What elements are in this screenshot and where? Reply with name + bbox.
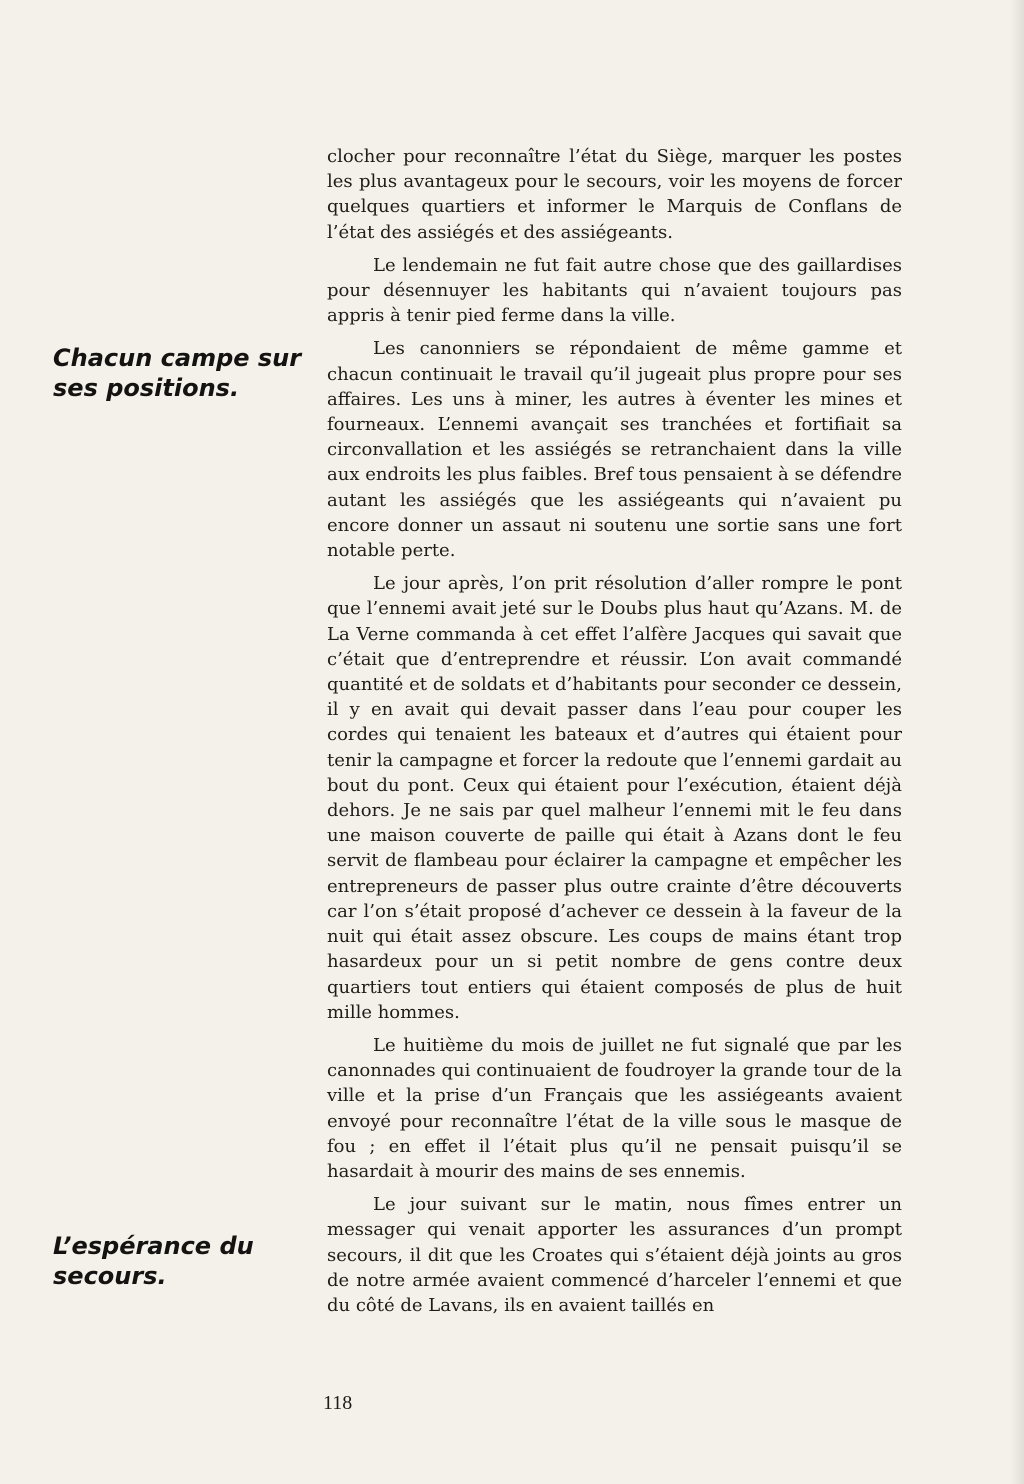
body-text [327,144,902,1326]
margin-note-secours: L’espérance du secours. [53,1232,254,1290]
page-edge-shadow [1010,0,1024,1484]
paragraph: Le jour après, l’on prit résolution d’aller rompre le pont que l’ennemi avait jeté sur le Doubs plus haut qu’Azans. M. de La Verne commanda à cet effet l’alfère Jacques qui savait que c’était que d’entreprendre et réussir. L’on avait commandé quantité et de soldats et d’habitants pour seconder ce dessein, il y en avait qui devait passer dans l’eau pour couper les cordes qui tenaient les bateaux et d’autres qui étaient pour tenir la campagne et forcer la redoute que l’ennemi gardait au bout du pont. Ceux qui étaient pour l’exécution, étaient déjà dehors. Je ne sais par quel malheur l’ennemi mit le feu dans une maison couverte de paille qui était à Azans dont le feu servit de flambeau pour éclairer la campagne et empêcher les entrepreneurs de passer plus outre crainte d’être découverts car l’on s’était proposé d’achever ce dessein à la faveur de la nuit qui était assez obscure. Les coups de mains étant trop hasardeux pour un si petit nombre de gens contre deux quartiers tout entiers qui étaient composés de plus de huit mille hommes. [327,573,902,1023]
paragraph: Les canonniers se répondaient de même gamme et chacun continuait le travail qu’il jugeait plus propre pour ses affaires. Les uns à miner, les autres à éventer les mines et fourneaux. L’ennemi avançait ses tranchées et fortifiait sa circonvallation et les assiégés se retranchaient dans la ville aux endroits les plus faibles. Bref tous pensaient à se défendre autant les assiégés que les assiégeants qui n’avaient pu encore donner un assaut ni soutenu une sortie sans une fort notable perte. [327,338,902,562]
paragraph: Le huitième du mois de juillet ne fut signalé que par les canonnades qui continuaient de foudroyer la grande tour de la ville et la prise d’un Français que les assiégeants avaient envoyé pour reconnaître l’état de la ville sous le masque de fou ; en effet il l’était plus qu’il ne pensait puisqu’il se hasardait à mourir des mains de ses ennemis. [327,1034,902,1182]
margin-note-positions: Chacun campe sur ses positions. [53,344,302,402]
paragraph: Le jour suivant sur le matin, nous fîmes entrer un messager qui venait apporter les assurances d’un prompt secours, il dit que les Croates qui s’étaient déjà joints au gros de notre armée avaient commencé d’harceler l’ennemi et que du côté de Lavans, ils en avaient taillés en [327,1194,902,1316]
page-number: 118 [323,1392,353,1414]
paragraph: clocher pour reconnaître l’état du Siège, marquer les postes les plus avantageux pour le secours, voir les moyens de forcer quelques quartiers et informer le Marquis de Conflans de l’état des assiégés et des assiégeants. [327,146,902,243]
paragraph: Le lendemain ne fut fait autre chose que des gaillardises pour désennuyer les habitants qui n’avaient toujours pas appris à tenir pied ferme dans la ville. [327,254,902,327]
